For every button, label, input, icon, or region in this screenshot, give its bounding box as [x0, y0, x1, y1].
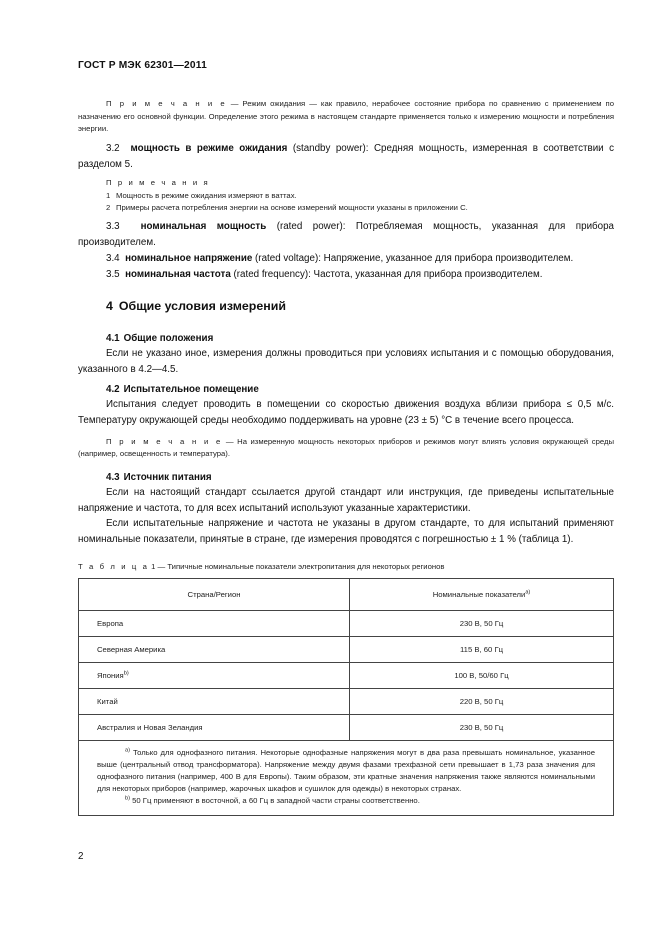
region-cell: Япония$^{b)}$ [79, 663, 350, 689]
region-cell: Европа [79, 611, 350, 637]
table-header-row [79, 579, 614, 611]
subsection-heading-4-1: 4.1 Общие положения [106, 333, 214, 345]
table-footnotes [79, 741, 614, 816]
paragraph-4-3-1: Если на настоящий стандарт ссылается другой стандарт или инструкция, где приведены испытательные напряжение и частота, то для всех испытаний используют указанные характеристики. [78, 486, 614, 514]
table-footnotes-row [79, 741, 614, 816]
note-standby-mode [78, 98, 614, 136]
value-cell: 220 В, 50 Гц [350, 689, 614, 715]
clause-number: 3.2 [106, 142, 120, 154]
definition-3-3: 3.3 номинальная мощность (rated power): Потребляемая мощность, указанная для прибора производителем. [78, 221, 614, 249]
definition-text: (standby power): Средняя мощность, измеренная в соответствии с разделом 5. [78, 142, 614, 170]
value-cell: 230 В, 50 Гц [350, 715, 614, 741]
document-page [78, 60, 614, 816]
power-supply-table [78, 578, 614, 816]
definition-3-4: 3.4 номинальное напряжение (rated voltage): Напряжение, указанное для прибора производителем. [106, 252, 574, 264]
footnote-a: $^{a)}$ Только для однофазного питания. Некоторые однофазные напряжения могут в два раза превышать номинальное, указанное выше (центральный отвод трансформатора). Напряжение между двумя фазами трехфазной сети превышает в 1,73 раза значения для однофазного питания (например, 400 В для Европы). Таким образом, эти кратные значения напряжения также являются номинальными для некоторых приборов (например, жарочных шкафов и сушилок для одежды) в некоторых странах. [97, 747, 595, 794]
table-row [79, 663, 614, 689]
region-cell: Австралия и Новая Зеландия [79, 715, 350, 741]
note-item: 2 Примеры расчета потребления энергии на основе измерений мощности указаны в приложении С. [106, 202, 468, 212]
paragraph-4-1: Если не указано иное, измерения должны проводиться при условиях испытания и с помощью оборудования, указанного в 4.2—4.5. [78, 348, 614, 376]
definition-3-2 [78, 141, 614, 173]
note-item: 1 Мощность в режиме ожидания измеряют в ваттах. [106, 190, 297, 200]
term: номинальное напряжение [125, 252, 253, 264]
note-text: — Режим ожидания — как правило, нерабочее состояние прибора по сравнению с применением по назначению его основной функции. Определение этого режима в настоящем стандарте применяется только к измерению мощности и потребления энергии. [78, 99, 614, 134]
paragraph-4-2: Испытания следует проводить в помещении со скоростью движения воздуха вблизи прибора ≤ 0,5 м/с. Температуру окружающей среды необходимо поддерживать на уровне (23 ± 5) °С в течение всего процесса. [78, 399, 614, 426]
table-row [79, 689, 614, 715]
column-header-region: Страна/Регион [79, 579, 350, 611]
value-cell: 100 В, 50/60 Гц [350, 663, 614, 689]
notes-3-2 [78, 177, 614, 214]
region-cell: Северная Америка [79, 637, 350, 663]
table-row [79, 637, 614, 663]
table-row [79, 611, 614, 637]
definition-3-5: 3.5 номинальная частота (rated frequency): Частота, указанная для прибора производителем. [106, 268, 543, 280]
column-header-values: Номинальные показатели$^{a)}$ [350, 579, 614, 611]
term: номинальная частота [125, 268, 231, 280]
section-heading-4: 4 Общие условия измерений [106, 299, 286, 314]
region-cell: Китай [79, 689, 350, 715]
paragraph-4-3-2: Если испытательные напряжение и частота не указаны в другом стандарте, то для испытаний применяют номинальные показатели, принятые в стране, где измерения проводятся с погрешностью ± 1 % (таблица 1). [78, 518, 614, 546]
term: номинальная мощность [140, 221, 267, 233]
term: мощность в режиме ожидания [130, 142, 288, 154]
footnote-b: $^{b)}$ 50 Гц применяют в восточной, а 60 Гц в западной части страны соответственно. [125, 795, 420, 806]
table-row [79, 715, 614, 741]
value-cell: 115 В, 60 Гц [350, 637, 614, 663]
notes-label: П р и м е ч а н и я [106, 178, 210, 188]
page-number: 2 [78, 851, 84, 862]
subsection-heading-4-3: 4.3 Источник питания [106, 471, 212, 483]
footnote-ref: a) [525, 589, 531, 596]
footnote-ref: b) [123, 670, 129, 677]
note-4-2: П р и м е ч а н и е — На измеренную мощность некоторых приборов и режимов могут влиять условия окружающей среды (например, освещенность и температура). [78, 436, 614, 459]
value-cell: 230 В, 50 Гц [350, 611, 614, 637]
subsection-heading-4-2: 4.2 Испытательное помещение [106, 384, 259, 396]
table-caption: Т а б л и ц а 1 — Типичные номинальные показатели электропитания для некоторых регионов [78, 562, 445, 572]
note-label: П р и м е ч а н и е [106, 99, 227, 108]
document-header: ГОСТ Р МЭК 62301—2011 [78, 60, 207, 71]
